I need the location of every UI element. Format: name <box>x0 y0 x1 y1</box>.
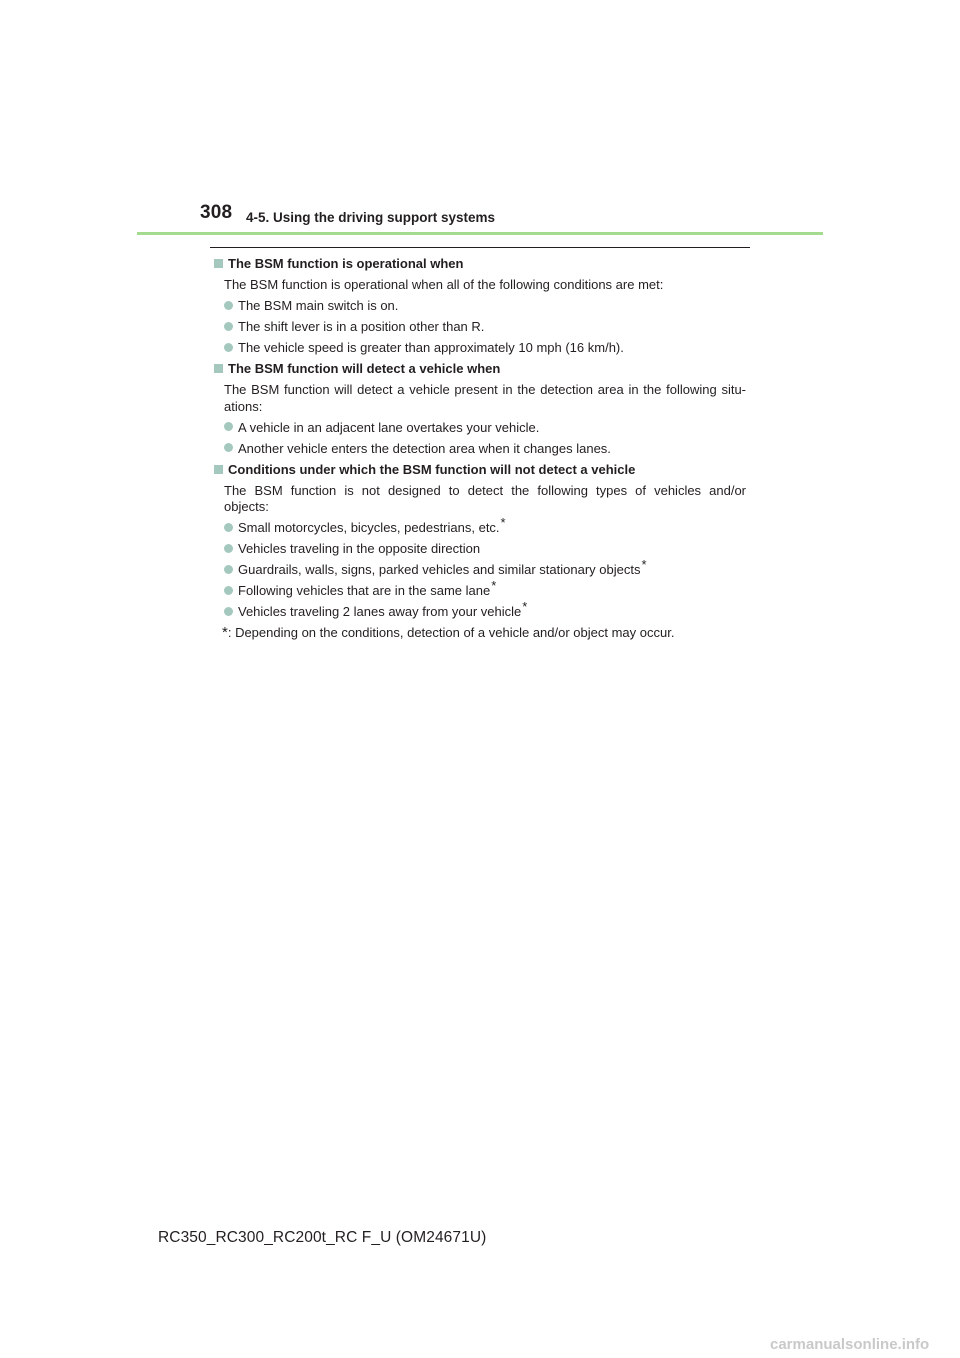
asterisk-marker: * <box>491 578 497 593</box>
list-item <box>210 557 746 579</box>
list-item <box>210 319 746 336</box>
list-item-text-body: Vehicles traveling 2 lanes away from your vehicle <box>238 604 522 619</box>
asterisk-marker: * <box>522 599 528 614</box>
list-item-text: Vehicles traveling in the opposite direction <box>238 541 481 556</box>
circle-bullet-icon <box>224 343 233 352</box>
page-number: 308 <box>200 202 233 223</box>
square-bullet-icon <box>214 259 223 268</box>
square-bullet-icon <box>214 364 223 373</box>
paragraph: The BSM function is not designed to detect the following types of vehicles and/or <box>224 482 746 498</box>
section-heading <box>210 361 746 378</box>
list-item-text-body: Following vehicles that are in the same lane <box>238 583 491 598</box>
footnote-text: : Depending on the conditions, detection of a vehicle and/or object may occur. <box>227 624 675 640</box>
square-bullet-icon <box>214 465 223 474</box>
list-item-text <box>238 578 497 600</box>
section-heading <box>210 462 746 479</box>
circle-bullet-icon <box>224 443 233 452</box>
paragraph-continuation: objects: <box>224 499 269 514</box>
list-item-text: The vehicle speed is greater than approximately 10 mph (16 km/h). <box>238 340 624 355</box>
footnote: * : Depending on the conditions, detection of a vehicle and/or object may occur. <box>222 623 675 641</box>
list-item-text: A vehicle in an adjacent lane overtakes your vehicle. <box>238 419 540 435</box>
page-content <box>210 256 746 641</box>
list-item-text <box>238 599 528 621</box>
paragraph: The BSM function will detect a vehicle present in the detection area in the following situ- <box>224 382 746 397</box>
circle-bullet-icon <box>224 523 233 532</box>
list-item-text <box>238 557 647 579</box>
list-item <box>210 578 746 600</box>
list-item <box>210 541 746 558</box>
asterisk-marker: * <box>500 515 506 530</box>
paragraph-continuation: ations: <box>224 398 263 414</box>
list-item-text <box>238 515 506 537</box>
list-item <box>210 298 746 315</box>
heading-text: Conditions under which the BSM function will not detect a vehicle <box>228 461 636 477</box>
paragraph: The BSM function is operational when all of the following conditions are met: <box>224 277 664 292</box>
circle-bullet-icon <box>224 565 233 574</box>
content-divider <box>210 247 750 248</box>
list-item-text-body: Guardrails, walls, signs, parked vehicles and similar stationary objects <box>238 562 641 577</box>
list-item-text: The shift lever is in a position other than R. <box>238 319 485 334</box>
list-item <box>210 420 746 437</box>
circle-bullet-icon <box>224 422 233 431</box>
document-code: RC350_RC300_RC200t_RC F_U (OM24671U) <box>158 1229 487 1246</box>
circle-bullet-icon <box>224 544 233 553</box>
page-header <box>0 0 960 240</box>
list-item <box>210 441 746 458</box>
circle-bullet-icon <box>224 322 233 331</box>
asterisk-marker: * <box>641 557 647 572</box>
list-item-text: Another vehicle enters the detection area when it changes lanes. <box>238 440 611 456</box>
list-item-text: The BSM main switch is on. <box>238 298 399 313</box>
heading-text: The BSM function is operational when <box>228 256 464 271</box>
section-title: 4-5. Using the driving support systems <box>246 210 496 225</box>
circle-bullet-icon <box>224 586 233 595</box>
heading-text: The BSM function will detect a vehicle when <box>228 361 501 376</box>
section-heading <box>210 256 746 273</box>
list-item <box>210 340 746 357</box>
site-watermark: carmanualsonline.info <box>770 1336 930 1353</box>
circle-bullet-icon <box>224 301 233 310</box>
list-item <box>210 599 746 621</box>
list-item-text-body: Small motorcycles, bicycles, pedestrians, etc. <box>238 520 500 535</box>
list-item <box>210 515 746 537</box>
circle-bullet-icon <box>224 607 233 616</box>
header-rule <box>137 232 823 235</box>
